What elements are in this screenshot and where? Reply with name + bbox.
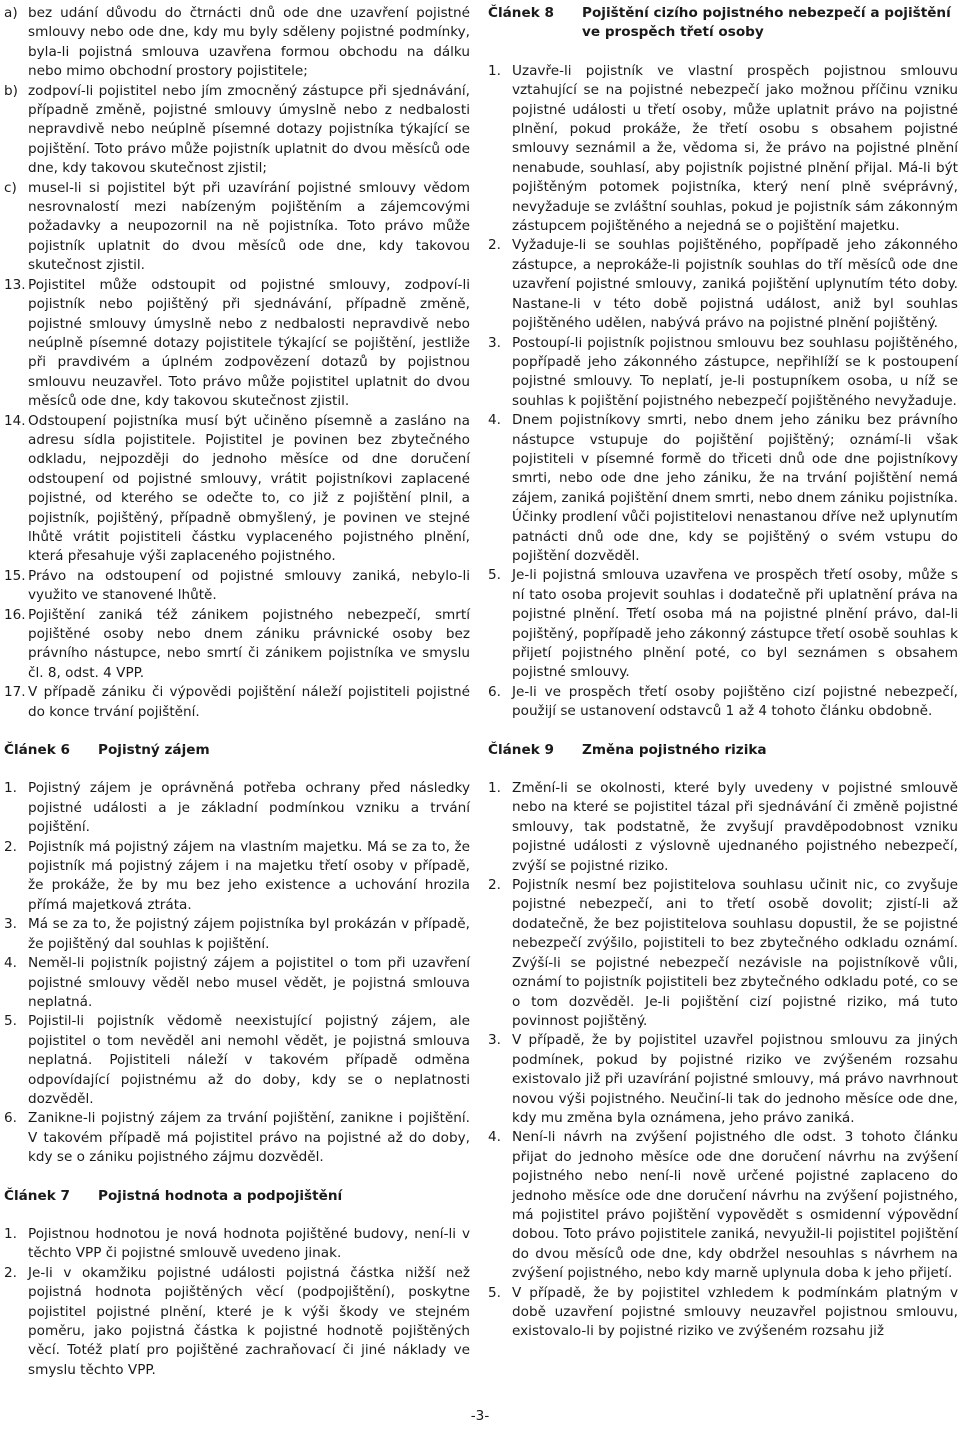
paragraph-text: Pojistitel může odstoupit od pojistné smlouvy, zodpoví-li pojistník nebo pojištěný při sjednávání, případně změně, pojistné smlouvy úmyslně nebo z nedbalosti nepravdivě nebo neúplně písemné dotazy pojistitele týkající se pojištění, jestliže při pravdivém a úplném zodpovězení dotazů by pojistnou smlouvu neuzavřel. Toto právo může pojistitel uplatnit do dvou měsíců ode dne, kdy takovou skutečnost zjistil. — [28, 276, 470, 410]
item-number: 3. — [488, 1032, 501, 1049]
article-label: Článek 9 — [488, 741, 554, 758]
item-number: 1. — [4, 780, 17, 797]
article-6-item — [4, 915, 470, 954]
article-8-item — [488, 411, 958, 566]
paragraph-text: Pojištění zaniká též zánikem pojistného nebezpečí, smrtí pojištěné osoby nebo dnem zániku právnické osoby bez právního nástupce, nebo smrtí či zánikem pojistníka ve smyslu čl. 8, odst. 4 VPP. — [28, 606, 470, 681]
article-7-heading — [4, 1187, 470, 1206]
item-number: 4. — [488, 412, 501, 429]
paragraph-17 — [4, 683, 470, 722]
article-6-item — [4, 838, 470, 916]
item-number: 3. — [4, 916, 17, 933]
item-number: 1. — [488, 780, 501, 797]
paragraph-number: 17. — [4, 684, 26, 701]
sub-item-c — [4, 179, 470, 276]
article-6-item — [4, 1012, 470, 1109]
article-7-items — [4, 1225, 470, 1380]
article-9-heading — [488, 741, 958, 760]
paragraph-13 — [4, 276, 470, 412]
item-number: 5. — [488, 567, 501, 584]
sub-item-text: musel-li si pojistitel být při uzavírání pojistné smlouvy vědom nesrovnalostí mezi nabízeným pojištěním a zájemcovými požadavky a neupozornil na ně pojistníka. Toto právo může pojistník uplatnit do dvou měsíců ode dne, kdy takovou skutečnost zjistil. — [28, 179, 470, 274]
article-title: Pojistná hodnota a podpojištění — [98, 1187, 343, 1204]
item-text: Změní-li se okolnosti, které byly uvedeny v pojistné smlouvě nebo na které se pojistitel tázal při sjednávání či změně pojistné smlouvy, tak podstatně, že zvyšují pravděpodobnost vzniku pojistné události z výslovně ujednaného pojistného nebezpečí, zvýší se pojistné riziko. — [512, 780, 958, 874]
item-number: 4. — [4, 955, 17, 972]
item-text: Postoupí-li pojistník pojistnou smlouvu bez souhlasu pojištěného, popřípadě jeho zákonného zástupce, nepřihlíží se k postoupení pojistné smlouvy. To neplatí, je-li postupníkem osoba, u níž se souhlas k pojištění pojistného nebezpečí pojištěného nevyžaduje. — [512, 334, 958, 409]
item-text: Je-li v okamžiku pojistné události pojistná částka nižší než pojistná hodnota pojištěných věcí (podpojištění), poskytne pojistitel pojistné plnění, které je k výši škody ve stejném poměru, jako pojistná částka k pojistné hodnotě pojištěných věcí. Totéž platí pro pojištěné zachraňovací či jiné náklady ve smyslu těchto VPP. — [28, 1264, 470, 1378]
item-number: 2. — [4, 1264, 17, 1281]
article-8-item — [488, 683, 958, 722]
article-8-heading — [488, 4, 958, 43]
item-text: Je-li pojistná smlouva uzavřena ve prospěch třetí osoby, může s ní tato osoba projevit souhlas i dodatečně při uplatnění práva na pojistné plnění. Třetí osoba má na pojistné plnění právo, dal-li pojištěný, popřípadě jeho zákonný zástupce třetí osobě souhlas k přijetí pojistného plnění poté, co byl seznámen s obsahem pojistné smlouvy. — [512, 567, 958, 681]
article-6-item — [4, 779, 470, 837]
item-text: Pojistník má pojistný zájem na vlastním majetku. Má se za to, že pojistník má pojistný zájem i na majetku třetí osoby v případě, že prokáže, že by mu bez jeho existence a uchování hrozila přímá majetková ztráta. — [28, 838, 470, 913]
paragraph-text: Právo na odstoupení od pojistné smlouvy zaniká, nebylo-li využito ve stanovené lhůtě. — [28, 567, 470, 604]
item-number: 6. — [4, 1110, 17, 1127]
item-number: 2. — [488, 237, 501, 254]
article-9-item — [488, 876, 958, 1031]
sub-item-b — [4, 82, 470, 179]
article-8-item — [488, 236, 958, 333]
article-9-item — [488, 1284, 958, 1342]
article-9-items — [488, 779, 958, 1342]
article-7-item — [4, 1264, 470, 1380]
page-number: -3- — [470, 1408, 490, 1424]
article-label: Článek 7 — [4, 1187, 70, 1204]
sub-item-marker: b) — [4, 82, 18, 99]
item-text: Je-li ve prospěch třetí osoby pojištěno cizí pojistné nebezpečí, použijí se ustanovení odstavců 1 až 4 tohoto článku obdobně. — [512, 683, 958, 720]
article-9-item — [488, 1031, 958, 1128]
paragraph-16 — [4, 606, 470, 684]
paragraph-number: 16. — [4, 606, 26, 623]
sub-items-list — [4, 4, 470, 276]
item-text: Pojistník nesmí bez pojistitelova souhlasu učinit nic, co zvyšuje pojistné nebezpečí, ani to třetí osobě dovolit; zjistí-li až dodatečně, že bez pojistitelova souhlasu dopustil, že se pojistné nebezpečí zvýšilo, pojistiteli to bez zbytečného odkladu oznámí. Zvýší-li se pojistné nebezpečí nezávisle na pojistníkově vůli, oznámí to pojistník pojistiteli bez zbytečného odkladu poté, co se o tom dozvěděl. Je-li pojištění cizí pojistné riziko, má tuto povinnost pojištěný. — [512, 877, 958, 1029]
article-8-item — [488, 566, 958, 682]
item-text: Pojistný zájem je oprávněná potřeba ochrany před následky pojistné události a je základní podmínkou vzniku a trvání pojištění. — [28, 780, 470, 836]
item-number: 1. — [488, 62, 501, 79]
article-8-item — [488, 62, 958, 237]
article-9-item — [488, 779, 958, 876]
item-number: 5. — [4, 1013, 17, 1030]
article-title: Změna pojistného rizika — [582, 741, 767, 758]
numbered-paragraphs — [4, 276, 470, 722]
article-label: Článek 6 — [4, 742, 70, 759]
article-label: Článek 8 — [488, 5, 554, 21]
article-6-item — [4, 1109, 470, 1167]
item-text: Není-li návrh na zvýšení pojistného dle odst. 3 tohoto článku přijat do jednoho měsíce ode dne doručení návrhu na zvýšení pojistného nebo není-li nově určené pojistné zaplaceno do jednoho měsíce ode dne doručení návrhu na zvýšení pojistného, má pojistitel právo pojištění vypovědět s osmidenní výpovědní dobou. Toto právo pojistitele zaniká, nevyužil-li pojistitel pojištění do dvou měsíců ode dne, kdy obdržel nesouhlas s návrhem na zvýšení pojistného, nebo kdy marně uplynula doba k jeho přijetí. — [512, 1129, 958, 1282]
paragraph-number: 13. — [4, 276, 26, 293]
item-text: V případě, že by pojistitel uzavřel pojistnou smlouvu za jiných podmínek, pokud by pojistné riziko ve zvýšeném rozsahu existovalo již při uzavírání pojistné smlouvy, má právo navrhnout novou výši pojistného. Neučiní-li tak do jednoho měsíce ode dne, kdy mu změna byla oznámena, jeho právo zaniká. — [512, 1032, 958, 1126]
item-text: Pojistil-li pojistník vědomě neexistující pojistný zájem, ale pojistitel o tom nevěděl ani nemohl vědět, je pojistná smlouva neplatná. Pojistiteli náleží v takovém případě odměna odpovídající pojistnému až do doby, kdy se o neplatnosti dozvěděl. — [28, 1013, 470, 1107]
sub-item-marker: a) — [4, 5, 18, 21]
article-8-item — [488, 334, 958, 412]
paragraph-text: V případě zániku či výpovědi pojištění náleží pojistiteli pojistné do konce trvání pojištění. — [28, 684, 470, 720]
item-text: V případě, že by pojistitel vzhledem k podmínkám platným v době uzavření pojistné smlouvy neuzavřel pojistnou smlouvu, existovalo-li by pojistné riziko ve zvýšeném rozsahu již — [512, 1284, 958, 1340]
paragraph-text: Odstoupení pojistníka musí být učiněno písemně a zasláno na adresu sídla pojistitele. Pojistitel je povinen bez zbytečného odkladu, nejpozději do jednoho měsíce od dne doručení odstoupení od pojistné smlouvy, vrátit pojistníkovi zaplacené pojistné, od kterého se odečte to, co již z pojištění plnil, a pojistník, pojištěný, případně obmyšlený, je povinen ve stejné lhůtě vrátit pojistiteli částku vyplaceného pojistného plnění, která přesahuje výši zaplaceného pojistného. — [28, 412, 470, 565]
item-text: Uzavře-li pojistník ve vlastní prospěch pojistnou smlouvu vztahující se na pojistné nebezpečí jako možnou příčinu vzniku pojistné události u třetí osoby, může uplatnit právo na pojistné plnění, pokud prokáže, že třetí osobu s obsahem pojistné smlouvy seznámil a že, vědoma si, že právo na pojistné plnění nenabude, souhlasí, aby pojistník pojistné plnění přijal. Má-li být pojištěným potomek pojistníka, který není plně svéprávný, nevyžaduje se zvláštní souhlas, pokud je pojistník sám zákonným zástupcem pojištěného a nejedná se o pojištění majetku. — [512, 62, 958, 235]
item-text: Dnem pojistníkovy smrti, nebo dnem jeho zániku bez právního nástupce vstupuje do pojištění pojištěný; oznámí-li však pojistiteli v písemné formě do třiceti dnů ode dne pojistníkovy smrti, nebo ode dne jeho zániku, že na trvání pojištění nemá zájem, zaniká pojištění dnem smrti, nebo dnem zániku pojistníka. Účinky prodlení vůči pojistitelovi nenastanou dříve než uplynutím patnácti dnů ode dne, kdy se pojištěný o svém vstupu do pojištění dozvěděl. — [512, 412, 958, 564]
paragraph-14 — [4, 412, 470, 567]
article-8-items — [488, 62, 958, 722]
item-text: Neměl-li pojistník pojistný zájem a pojistitel o tom při uzavření pojistné smlouvy věděl nebo musel vědět, je pojistná smlouva neplatná. — [28, 955, 470, 1010]
item-text: Pojistnou hodnotou je nová hodnota pojištěné budovy, není-li v těchto VPP či pojistné smlouvě uvedeno jinak. — [28, 1225, 470, 1262]
item-number: 2. — [4, 838, 17, 855]
item-text: Vyžaduje-li se souhlas pojištěného, popřípadě jeho zákonného zástupce, a neprokáže-li pojistník souhlas do tří měsíců ode dne uzavření pojistné smlouvy, zaniká pojištění uplynutím této doby. Nastane-li v této době pojistná událost, aniž byl souhlas pojištěného udělen, nabývá právo na pojistné plnění pojištěný. — [512, 237, 958, 332]
item-number: 6. — [488, 683, 501, 700]
paragraph-number: 14. — [4, 412, 26, 429]
item-text: Zanikne-li pojistný zájem za trvání pojištění, zanikne i pojištění. V takovém případě má pojistitel právo na pojistné až do doby, kdy se o zániku pojistného zájmu dozvěděl. — [28, 1110, 470, 1166]
item-number: 3. — [488, 334, 501, 351]
item-number: 1. — [4, 1225, 17, 1242]
item-text: Má se za to, že pojistný zájem pojistníka byl prokázán v případě, že pojištěný dal souhlas k pojištění. — [28, 916, 470, 952]
article-title: Pojištění cizího pojistného nebezpečí a pojištění ve prospěch třetí osoby — [582, 5, 951, 41]
article-6-heading — [4, 741, 470, 760]
left-column — [4, 4, 470, 1380]
right-column — [488, 4, 958, 1342]
article-6-items — [4, 779, 470, 1167]
sub-item-text: zodpoví-li pojistitel nebo jím zmocněný zástupce při sjednávání, případně změně, pojistné smlouvy úmyslně nebo z nedbalosti nepravdivě nebo neúplně písemné dotazy pojistníka týkající se pojištění. Toto právo může pojistník uplatnit do dvou měsíců ode dne, kdy takovou skutečnost zjistil; — [28, 82, 470, 177]
article-title: Pojistný zájem — [98, 742, 210, 759]
article-6-item — [4, 954, 470, 1012]
sub-item-a — [4, 4, 470, 82]
item-number: 4. — [488, 1129, 501, 1146]
sub-item-text: bez udání důvodu do čtrnácti dnů ode dne uzavření pojistné smlouvy nebo ode dne, kdy mu byly sděleny pojistné podmínky, byla-li pojistná smlouva uzavřena formou obchodu na dálku nebo mimo obchodní prostory pojistitele; — [28, 5, 470, 80]
article-9-item — [488, 1128, 958, 1283]
sub-item-marker: c) — [4, 179, 17, 196]
item-number: 5. — [488, 1284, 501, 1301]
item-number: 2. — [488, 877, 501, 894]
paragraph-number: 15. — [4, 567, 26, 584]
article-7-item — [4, 1225, 470, 1264]
paragraph-15 — [4, 567, 470, 606]
